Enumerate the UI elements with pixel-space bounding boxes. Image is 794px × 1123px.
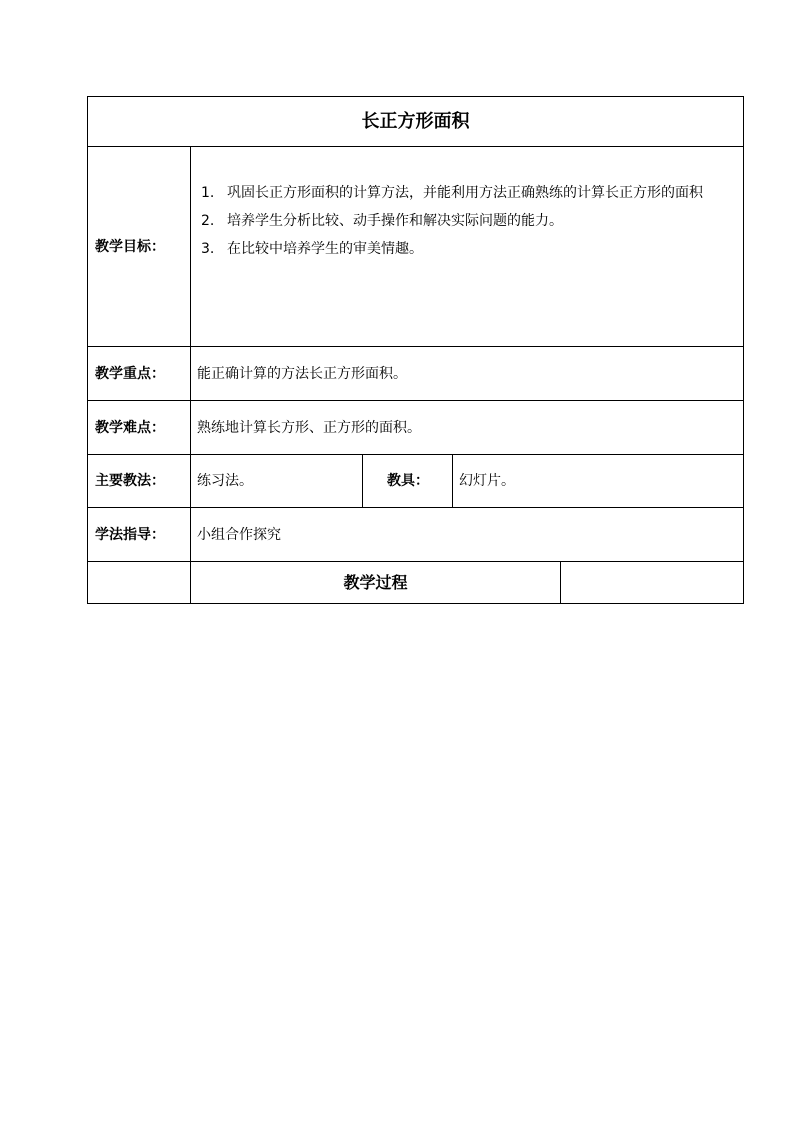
- title-row: [88, 97, 744, 147]
- difficulty-row: [88, 401, 744, 455]
- guidance-row: [88, 508, 744, 562]
- tools-label: 教具：: [363, 455, 453, 508]
- key-point-label: 教学重点：: [88, 347, 191, 401]
- list-item-text: 在比较中培养学生的审美情趣。: [227, 241, 423, 257]
- lesson-plan-table: [87, 96, 744, 604]
- process-empty-right: [561, 562, 744, 604]
- process-heading: 教学过程: [191, 562, 561, 604]
- list-item-text: 巩固长正方形面积的计算方法，并能利用方法正确熟练的计算长正方形的面积: [227, 185, 703, 201]
- process-row: [88, 562, 744, 604]
- method-label: 主要教法：: [88, 455, 191, 508]
- list-item: [197, 183, 737, 203]
- page-title: 长正方形面积: [88, 97, 744, 147]
- difficulty-label: 教学难点：: [88, 401, 191, 455]
- list-item: [197, 239, 737, 259]
- list-item-text: 培养学生分析比较、动手操作和解决实际问题的能力。: [227, 213, 563, 229]
- tools-value: 幻灯片。: [453, 455, 744, 508]
- method-value: 练习法。: [191, 455, 363, 508]
- process-empty-left: [88, 562, 191, 604]
- objectives-list: [197, 183, 737, 259]
- objectives-label: 教学目标：: [88, 147, 191, 347]
- key-point-row: [88, 347, 744, 401]
- difficulty-value: 熟练地计算长方形、正方形的面积。: [191, 401, 744, 455]
- guidance-value: 小组合作探究: [191, 508, 744, 562]
- list-item-number: 1.: [201, 185, 215, 201]
- guidance-label: 学法指导：: [88, 508, 191, 562]
- list-item-number: 2.: [201, 213, 215, 229]
- objectives-row: [88, 147, 744, 347]
- objectives-cell: [191, 147, 744, 347]
- method-row: [88, 455, 744, 508]
- list-item: [197, 211, 737, 231]
- key-point-value: 能正确计算的方法长正方形面积。: [191, 347, 744, 401]
- list-item-number: 3.: [201, 241, 215, 257]
